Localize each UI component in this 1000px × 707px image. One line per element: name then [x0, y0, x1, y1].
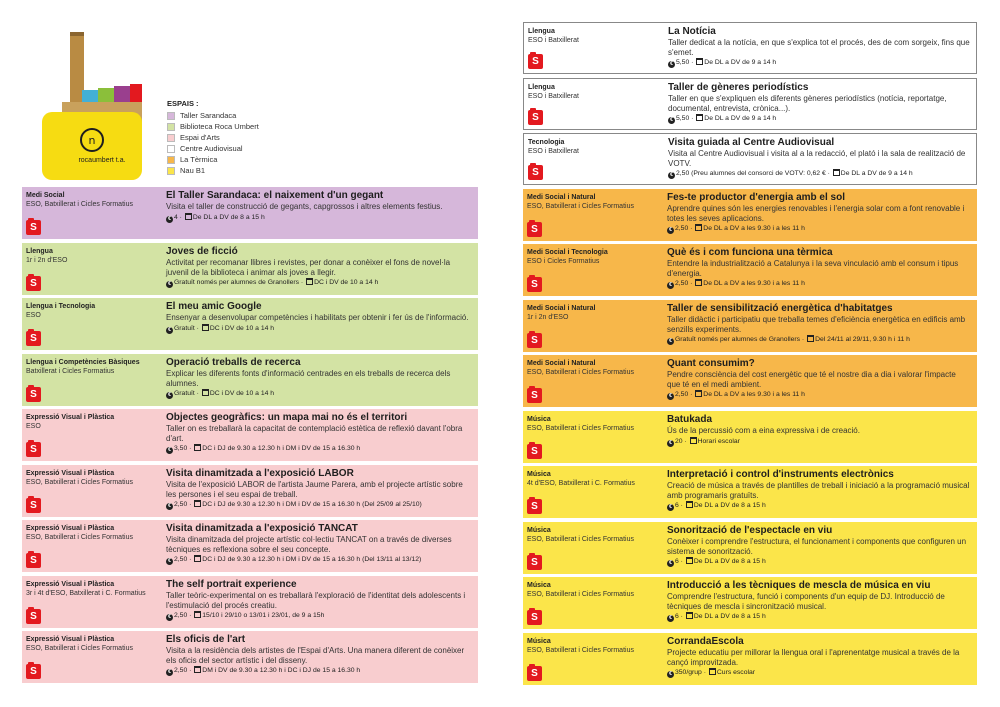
euro-icon: €: [667, 227, 674, 234]
card-price: 5,50: [676, 59, 690, 67]
legend-swatch: [167, 134, 175, 142]
school-bag-icon: S: [26, 664, 41, 679]
euro-icon: €: [166, 327, 173, 334]
card-info: € 2,50 · DC i DJ de 9.30 a 12.30 h i DM i DV de 15 a 16.30 h (Del 25/09 al 25/10): [166, 500, 472, 510]
calendar-icon: [202, 389, 209, 396]
card-body: [166, 634, 472, 676]
calendar-icon: [690, 437, 697, 444]
card-title: Visita dinamitzada a l'exposició LABOR: [166, 468, 354, 479]
card-info: € 5,50 · De DL a DV de 9 a 14 h: [668, 114, 970, 124]
legend-title: ESPAIS :: [167, 99, 199, 108]
card-title: Visita guiada al Centre Audiovisual: [668, 137, 835, 148]
card-meta: [528, 138, 658, 156]
card-price: Gratuït només per alumnes de Granollers: [675, 336, 801, 344]
card-meta: [527, 359, 657, 377]
svg-text:n: n: [88, 134, 96, 147]
card-body: [668, 137, 970, 179]
card-description: Visita al Centre Audiovisual i visita al a la redacció, el plató i la sala de realització de VOTV.: [668, 149, 966, 168]
card-description: Ensenyar a desenvolupar competències i habilitats per obtenir i fer ús de l'informació.: [166, 313, 469, 322]
card-schedule: Curs escolar: [716, 669, 756, 677]
card-info: € 2,50 · De DL a DV a les 9.30 i a les 11 h: [667, 279, 971, 289]
activity-card[interactable]: [523, 522, 977, 574]
card-level: ESO, Batxillerat i Cicles Formatius: [26, 534, 133, 541]
legend-item: [167, 132, 259, 143]
card-meta: [527, 637, 657, 655]
euro-icon: €: [667, 671, 674, 678]
card-area: Música: [527, 638, 551, 645]
card-level: ESO: [26, 423, 41, 430]
card-meta: [26, 302, 156, 320]
card-area: Llengua: [528, 84, 555, 91]
legend-swatch: [167, 123, 175, 131]
euro-icon: €: [166, 216, 173, 223]
card-price: 2,50: [675, 280, 689, 288]
card-description: Taller dedicat a la notícia, en que s'explica tot el procés, des de com sorgeix, fins que s'emet.: [668, 38, 970, 57]
calendar-icon: [696, 114, 703, 121]
card-description: Comprendre l'estructura, funció i components d'un equip de DJ. Introducció de tècniques de mescla i sincronització musical.: [667, 592, 945, 611]
card-info: € 3,50 · DC i DJ de 9.30 a 12.30 h i DM i DV de 15 a 16.30 h: [166, 444, 472, 454]
card-info: € 20 · Horari escolar: [667, 437, 971, 447]
card-title: Batukada: [667, 414, 713, 425]
card-body: [668, 82, 970, 124]
card-body: [166, 579, 472, 621]
activity-card[interactable]: [523, 577, 977, 629]
card-meta: [26, 247, 156, 265]
activity-card[interactable]: [22, 409, 478, 461]
activity-card[interactable]: [22, 243, 478, 295]
card-schedule: DC i DV de 10 a 14 h: [209, 324, 275, 332]
card-area: Llengua: [528, 28, 555, 35]
card-area: Llengua i Competències Bàsiques: [26, 359, 140, 366]
legend-items: [167, 110, 259, 176]
card-description: Taller on es treballarà la capacitat de contemplació estètica de reflexió davant l'obra d'art.: [166, 424, 463, 443]
euro-icon: €: [667, 440, 674, 447]
card-info: € 6 · De DL a DV de 8 a 15 h: [667, 557, 971, 567]
card-info: € 6 · De DL a DV de 8 a 15 h: [667, 501, 971, 511]
card-body: [166, 468, 472, 510]
card-info: € 5,50 · De DL a DV de 9 a 14 h: [668, 58, 970, 68]
card-body: [667, 580, 971, 622]
card-title: Els oficis de l'art: [166, 634, 246, 645]
card-schedule: De DL a DV de 9 a 14 h: [704, 59, 777, 67]
card-meta: [26, 524, 156, 542]
school-bag-icon: S: [26, 387, 41, 402]
school-bag-icon: S: [528, 165, 543, 180]
card-info: € 4 · De DL a DV de 8 a 15 h: [166, 213, 472, 223]
school-bag-icon: S: [26, 609, 41, 624]
brand-name: rocaumbert t.a.: [78, 157, 126, 164]
card-area: Llengua i Tecnologia: [26, 303, 96, 310]
activity-card[interactable]: [523, 411, 977, 463]
card-body: [667, 303, 971, 345]
legend-swatch: [167, 112, 175, 120]
card-title: Quant consumim?: [667, 358, 755, 369]
card-area: Expressió Visual i Plàstica: [26, 636, 115, 643]
card-meta: [528, 83, 658, 101]
activity-card[interactable]: [523, 22, 977, 74]
euro-icon: €: [667, 504, 674, 511]
card-title: La Notícia: [668, 26, 716, 37]
card-level: ESO, Batxillerat i Cicles Formatius: [26, 201, 133, 208]
activity-card[interactable]: [22, 298, 478, 350]
card-area: Tecnologia: [528, 139, 565, 146]
euro-icon: €: [667, 615, 674, 622]
card-description: Projecte educatiu per millorar la llengua oral i l'aprenentatge musical a través de la cançó improvitzada.: [667, 648, 960, 667]
legend-item: [167, 110, 259, 121]
card-area: Música: [527, 527, 551, 534]
calendar-icon: [194, 500, 201, 507]
card-title: The self portrait experience: [166, 579, 297, 590]
card-level: ESO, Batxillerat i Cicles Formatius: [527, 536, 634, 543]
school-bag-icon: S: [26, 276, 41, 291]
calendar-icon: [807, 335, 814, 342]
card-price: 2,50: [675, 225, 689, 233]
card-price: 2,50: [174, 612, 188, 620]
euro-icon: €: [166, 503, 173, 510]
card-info: € Gratuït només per alumnes de Granollers · Del 24/11 al 29/11, 9.30 h i 11 h: [667, 335, 971, 345]
card-schedule: De DL a DV a les 9.30 i a les 11 h: [703, 280, 805, 288]
school-bag-icon: S: [26, 498, 41, 513]
card-title: Sonorització de l'espectacle en viu: [667, 525, 833, 536]
calendar-icon: [185, 213, 192, 220]
card-description: Taller teòric-experimental on es treballarà l'exploració de l'identitat dels adolescents i l'estimulació del procés creatiu.: [166, 591, 466, 610]
activity-card[interactable]: [22, 354, 478, 406]
card-level: ESO, Batxillerat i Cicles Formatius: [26, 479, 133, 486]
card-area: Expressió Visual i Plàstica: [26, 525, 115, 532]
card-body: [166, 357, 472, 399]
legend-swatch: [167, 156, 175, 164]
card-info: € Gratuït · DC i DV de 10 a 14 h: [166, 389, 472, 399]
card-schedule: DC i DV de 10 a 14 h: [314, 279, 379, 287]
card-area: Medi Social i Natural: [527, 360, 596, 367]
activity-card[interactable]: [523, 189, 977, 241]
school-bag-icon: S: [527, 610, 542, 625]
legend-label: Espai d'Arts: [180, 133, 220, 142]
activity-card[interactable]: [22, 465, 478, 517]
card-body: [667, 247, 971, 289]
school-bag-icon: S: [527, 499, 542, 514]
card-body: [667, 358, 971, 400]
legend-label: La Tèrmica: [180, 155, 218, 164]
euro-icon: €: [668, 172, 675, 179]
activity-card[interactable]: [523, 133, 977, 185]
euro-icon: €: [166, 614, 173, 621]
legend-item: [167, 143, 259, 154]
calendar-icon: [695, 224, 702, 231]
card-price: 2,50: [675, 391, 689, 399]
calendar-icon: [194, 555, 201, 562]
calendar-icon: [695, 279, 702, 286]
card-body: [667, 192, 971, 234]
legend-label: Nau B1: [180, 166, 206, 175]
card-meta: [26, 191, 156, 209]
card-meta: [527, 248, 657, 266]
school-bag-icon: S: [527, 388, 542, 403]
card-description: Taller en que s'expliquen els diferents gèneres periodístics (notícia, reportatge, documental, entrevista, crònica...).: [668, 94, 947, 113]
card-body: [668, 26, 970, 68]
activity-card[interactable]: [523, 355, 977, 407]
card-schedule: De DL a DV a les 9.30 i a les 11 h: [703, 225, 805, 233]
card-level: Batxillerat i Cicles Formatius: [26, 368, 115, 375]
card-level: 3r i 4t d'ESO, Batxillerat i C. Formatius: [26, 590, 146, 597]
activity-card[interactable]: [22, 631, 478, 683]
card-level: ESO, Batxillerat i Cicles Formatius: [527, 647, 634, 654]
euro-icon: €: [667, 338, 674, 345]
card-title: Introducció a les tècniques de mescla de música en viu: [667, 580, 931, 591]
header: [22, 22, 478, 185]
card-level: ESO i Batxillerat: [528, 93, 579, 100]
card-schedule: DC i DV de 10 a 14 h: [209, 390, 275, 398]
card-price: 6: [675, 558, 679, 566]
euro-icon: €: [667, 560, 674, 567]
card-schedule: De DL a DV de 8 a 15 h: [693, 502, 766, 510]
calendar-icon: [709, 668, 716, 675]
card-level: ESO i Cicles Formatius: [527, 258, 600, 265]
card-meta: [26, 580, 156, 598]
card-price: 20: [675, 437, 683, 445]
calendar-icon: [695, 390, 702, 397]
card-body: [667, 636, 971, 678]
legend-swatch: [167, 145, 175, 153]
card-area: Medi Social i Tecnologia: [527, 249, 608, 256]
calendar-icon: [686, 501, 693, 508]
card-info: € 2,50 · DM i DV de 9.30 a 12.30 h i DC i DJ de 15 a 16.30 h: [166, 666, 472, 676]
card-area: Expressió Visual i Plàstica: [26, 414, 115, 421]
card-area: Música: [527, 582, 551, 589]
card-meta: [527, 193, 657, 211]
card-schedule: 15/10 i 29/10 o 13/01 i 23/01, de 9 a 15h: [202, 612, 325, 620]
card-description: Visita de l'exposició LABOR de l'artista Jaume Parera, amb el projecte artístic sobre les persones i el seu espai de treball.: [166, 480, 463, 499]
card-body: [166, 246, 472, 288]
legend-label: Biblioteca Roca Umbert: [180, 122, 259, 131]
card-info: € 2,50 · 15/10 i 29/10 o 13/01 i 23/01, de 9 a 15h: [166, 611, 472, 621]
activity-card[interactable]: [523, 300, 977, 352]
school-bag-icon: S: [527, 666, 542, 681]
card-description: Visita a la residència dels artistes de l'Espai d'Arts. Una manera diferent de conèixer els oficis del sector artístic i del disseny.: [166, 646, 465, 665]
card-description: Taller didàctic i participatiu que treballa temes d'eficiència energètica en edificis amb senzills experiments.: [667, 315, 966, 334]
card-level: ESO, Batxillerat i Cicles Formatius: [527, 369, 634, 376]
card-info: € Gratuït només per alumnes de Granollers · DC i DV de 10 a 14 h: [166, 278, 472, 288]
legend-item: [167, 154, 259, 165]
card-schedule: DM i DV de 9.30 a 12.30 h i DC i DJ de 15 a 16.30 h: [202, 667, 361, 675]
card-meta: [26, 635, 156, 653]
card-info: € 6 · De DL a DV de 8 a 15 h: [667, 612, 971, 622]
activity-card[interactable]: [523, 633, 977, 685]
euro-icon: €: [667, 282, 674, 289]
school-bag-icon: S: [527, 222, 542, 237]
card-area: Medi Social: [26, 192, 65, 199]
calendar-icon: [194, 611, 201, 618]
school-bag-icon: S: [528, 54, 543, 69]
card-meta: [527, 304, 657, 322]
card-meta: [26, 413, 156, 431]
legend-label: Taller Sarandaca: [180, 111, 237, 120]
card-level: ESO, Batxillerat i Cicles Formatius: [527, 591, 634, 598]
card-meta: [527, 581, 657, 599]
card-level: ESO i Batxillerat: [528, 37, 579, 44]
school-bag-icon: S: [527, 333, 542, 348]
legend-swatch: [167, 167, 175, 175]
euro-icon: €: [668, 117, 675, 124]
card-body: [667, 469, 971, 511]
euro-icon: €: [166, 669, 173, 676]
school-bag-icon: S: [26, 553, 41, 568]
card-area: Música: [527, 416, 551, 423]
card-level: ESO, Batxillerat i Cicles Formatius: [527, 203, 634, 210]
activity-card[interactable]: [523, 78, 977, 130]
calendar-icon: [686, 612, 693, 619]
card-meta: [26, 469, 156, 487]
card-level: ESO: [26, 312, 41, 319]
card-schedule: Del 24/11 al 29/11, 9.30 h i 11 h: [815, 336, 910, 344]
card-price: 350/grup: [675, 669, 702, 677]
card-schedule: De DL a DV de 8 a 15 h: [192, 213, 265, 221]
school-bag-icon: S: [527, 277, 542, 292]
legend-item: [167, 121, 259, 132]
activity-card[interactable]: [22, 187, 478, 239]
card-info: € 2,50 (Preu alumnes del consorci de VOTV: 0,62 € · De DL a DV de 9 a 14 h: [668, 169, 970, 179]
card-price: 3,50: [174, 445, 188, 453]
euro-icon: €: [166, 447, 173, 454]
euro-icon: €: [166, 281, 173, 288]
card-level: 1r i 2n d'ESO: [26, 257, 68, 264]
euro-icon: €: [166, 392, 173, 399]
card-body: [166, 301, 472, 334]
card-title: Taller de sensibilització energètica d'habitatges: [667, 303, 893, 314]
school-bag-icon: S: [26, 220, 41, 235]
card-schedule: DC i DJ de 9.30 a 12.30 h i DM i DV de 15 a 16.30 h: [202, 445, 361, 453]
card-info: € 2,50 · De DL a DV a les 9.30 i a les 11 h: [667, 224, 971, 234]
card-title: Operació treballs de recerca: [166, 357, 301, 368]
card-description: Aprendre quines són les energies renovables i l'energia solar com a font renovable i totes les seves aplicacions.: [667, 204, 965, 223]
card-title: Objectes geogràfics: un mapa mai no és el territori: [166, 412, 408, 423]
card-area: Expressió Visual i Plàstica: [26, 581, 115, 588]
card-info: € 2,50 · DC i DJ de 9.30 a 12.30 h i DM i DV de 15 a 16.30 h (Del 13/11 al 13/12): [166, 555, 472, 565]
card-description: Ús de la percussió com a eina expressiva i de creació.: [667, 426, 860, 435]
card-price: Gratuït: [174, 324, 195, 332]
card-title: El meu amic Google: [166, 301, 262, 312]
card-area: Música: [527, 471, 551, 478]
card-title: Què és i com funciona una tèrmica: [667, 247, 833, 258]
card-meta: [527, 470, 657, 488]
card-price: 6: [675, 613, 679, 621]
activity-card[interactable]: [523, 244, 977, 296]
card-meta: [527, 526, 657, 544]
card-area: Llengua: [26, 248, 53, 255]
card-meta: [26, 358, 156, 376]
card-schedule: De DL a DV de 8 a 15 h: [693, 613, 766, 621]
card-title: CorrandaEscola: [667, 636, 744, 647]
card-schedule: DC i DJ de 9.30 a 12.30 h i DM i DV de 15 a 16.30 h (Del 13/11 al 13/12): [202, 556, 422, 564]
card-description: Conèixer i comprendre l'estructura, el funcionament i components que configuren un sistema de sonorització.: [667, 537, 967, 556]
card-info: € 350/grup · Curs escolar: [667, 668, 971, 678]
card-schedule: De DL a DV de 8 a 15 h: [693, 558, 766, 566]
card-body: [166, 523, 472, 565]
card-meta: [528, 27, 658, 45]
school-bag-icon: S: [26, 442, 41, 457]
card-schedule: De DL a DV de 9 a 14 h: [840, 170, 913, 178]
card-price: Gratuït: [174, 390, 195, 398]
card-price: Gratuït només per alumnes de Granollers: [174, 279, 300, 287]
legend-item: [167, 165, 259, 176]
card-price: 4: [174, 213, 178, 221]
card-body: [667, 525, 971, 567]
card-body: [166, 412, 472, 454]
calendar-icon: [306, 278, 313, 285]
euro-icon: €: [668, 61, 675, 68]
activity-card[interactable]: [22, 576, 478, 628]
card-title: Taller de gèneres periodístics: [668, 82, 809, 93]
card-schedule: De DL a DV a les 9.30 i a les 11 h: [703, 391, 805, 399]
card-meta: [527, 415, 657, 433]
card-title: Interpretació i control d'instruments electrònics: [667, 469, 894, 480]
euro-icon: €: [667, 393, 674, 400]
card-level: 4t d'ESO, Batxillerat i C. Formatius: [527, 480, 635, 487]
card-title: El Taller Sarandaca: el naixement d'un gegant: [166, 190, 384, 201]
card-price: 2,50 (Preu alumnes del consorci de VOTV: 0,62 €: [676, 170, 826, 178]
calendar-icon: [686, 557, 693, 564]
calendar-icon: [194, 666, 201, 673]
card-price: 6: [675, 502, 679, 510]
card-body: [667, 414, 971, 447]
card-description: Visita dinamitzada del projecte artístic col·lectiu TANCAT on a través de diverses tècniques es reflexiona sobre el seu concepte.: [166, 535, 452, 554]
card-description: Creació de música a través de plantilles de treball i iniciació a la programació musical amb programaris gratuïts.: [667, 481, 970, 500]
card-description: Visita el taller de construcció de gegants, capgrossos i altres elements festius.: [166, 202, 443, 211]
calendar-icon: [696, 58, 703, 65]
school-bag-icon: S: [527, 444, 542, 459]
card-price: 2,50: [174, 501, 188, 509]
card-price: 2,50: [174, 667, 188, 675]
card-price: 2,50: [174, 556, 188, 564]
card-info: € 2,50 · De DL a DV a les 9.30 i a les 11 h: [667, 390, 971, 400]
card-title: Joves de ficció: [166, 246, 238, 257]
card-description: Entendre la industrialització a Catalunya i la seva vinculació amb el consum i tipus d'energia.: [667, 259, 959, 278]
card-price: 5,50: [676, 115, 690, 123]
card-body: [166, 190, 472, 223]
school-bag-icon: S: [528, 110, 543, 125]
card-area: Medi Social i Natural: [527, 305, 596, 312]
card-level: ESO, Batxillerat i Cicles Formatius: [527, 425, 634, 432]
card-description: Pendre consciència del cost energètic que té el nostre dia a dia i valorar l'impacte que té en el medi ambient.: [667, 370, 956, 389]
card-schedule: Horari escolar: [697, 437, 740, 445]
card-info: € Gratuït · DC i DV de 10 a 14 h: [166, 324, 472, 334]
card-area: Expressió Visual i Plàstica: [26, 470, 115, 477]
calendar-icon: [833, 169, 840, 176]
card-area: Medi Social i Natural: [527, 194, 596, 201]
legend: [167, 99, 259, 176]
activity-card[interactable]: [523, 466, 977, 518]
calendar-icon: [202, 324, 209, 331]
card-description: Explicar les diferents fonts d'informació centrades en els treballs de recerca dels alumnes.: [166, 369, 451, 388]
school-bag-icon: S: [26, 331, 41, 346]
activity-card[interactable]: [22, 520, 478, 572]
card-level: 1r i 2n d'ESO: [527, 314, 569, 321]
calendar-icon: [194, 444, 201, 451]
card-schedule: DC i DJ de 9.30 a 12.30 h i DM i DV de 15 a 16.30 h (Del 25/09 al 25/10): [202, 501, 422, 509]
card-description: Activitat per recomanar llibres i revistes, per donar a conèixer el fons de novel·la juvenil de la biblioteca i animar als joves a llegir.: [166, 258, 451, 277]
card-title: Visita dinamitzada a l'exposició TANCAT: [166, 523, 358, 534]
card-level: ESO i Batxillerat: [528, 148, 579, 155]
school-bag-icon: S: [527, 555, 542, 570]
card-level: ESO, Batxillerat i Cicles Formatius: [26, 645, 133, 652]
card-title: Fes-te productor d'energia amb el sol: [667, 192, 845, 203]
legend-label: Centre Audiovisual: [180, 144, 243, 153]
euro-icon: €: [166, 558, 173, 565]
card-schedule: De DL a DV de 9 a 14 h: [704, 115, 777, 123]
